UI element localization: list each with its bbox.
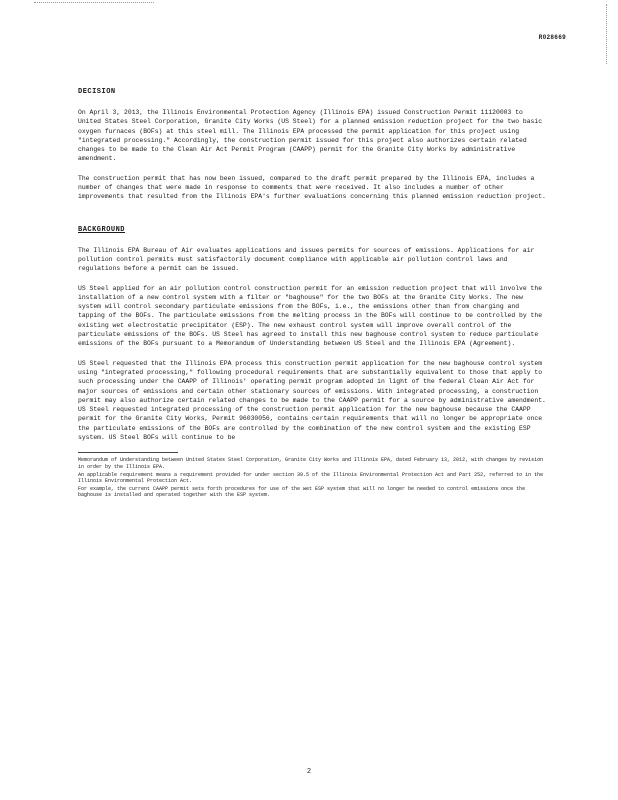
footnote-rule bbox=[78, 452, 178, 453]
decision-heading: DECISION bbox=[78, 88, 116, 96]
paragraph: The Illinois EPA Bureau of Air evaluates applications and issues permits for sources of emissions. Applications for air pollution control permits must satisfactorily document compliance with applicable air pollution control laws and regulations before a permit can be issued. bbox=[78, 246, 535, 273]
document-body bbox=[78, 88, 546, 500]
paragraph: On April 3, 2013, the Illinois Environmental Protection Agency (Illinois EPA) issued Construction Permit 11120003 to United States Steel Corporation, Granite City Works (US Steel) for a planned emission reduction project for the two basic oxygen furnaces (BOFs) at this steel mill. The Illinois EPA processed the permit application for this project using "integrated processing." Accordingly, the construction permit issued for this project also authorizes certain related changes to be made to the Clean Air Act Permit Program (CAAPP) permit for the Granite City Works by administrative amendment. bbox=[78, 109, 543, 163]
paragraph: The construction permit that has now been issued, compared to the draft permit prepared by the Illinois EPA, includes a number of changes that were made in response to comments that were received. It also includes a number of other improvements that resulted from the Illinois EPA's further evaluations concerning this planned emission reduction project. bbox=[78, 174, 546, 201]
footnotes bbox=[78, 457, 546, 499]
scan-mark bbox=[34, 2, 154, 4]
footnote: Memorandum of Understanding between United States Steel Corporation, Granite City Works and Illinois EPA, dated February 13, 2012, with changes by revision in order by the Illinois EPA. bbox=[78, 457, 544, 470]
paragraph: US Steel requested that the Illinois EPA process this construction permit application for the new baghouse control system using "integrated processing," following procedural requirements that are substantially equivalent to those that apply to such processing under the CAAPP of Illinois' operating permit program adopted in light of the federal Clean Air Act for major sources of emissions and certain other stationary sources of emissions. With integrated processing, a construction permit may also authorize certain related changes to be made to the CAAPP permit for a source by administrative amendment. US Steel requested integrated processing of the construction permit application for the new baghouse because the CAAPP permit for the Granite City Works, Permit 96030056, contains certain requirements that will no longer be appropriate once the particulate emissions of the BOFs are controlled by the combination of the new control system and the existing ESP system. US Steel BOFs will continue to be bbox=[78, 359, 546, 442]
footnote: For example, the current CAAPP permit sets forth procedures for use of the wet ESP system that will no longer be needed to control emissions once the baghouse is installed and operated together with the ESP system. bbox=[78, 485, 526, 499]
footnote: An applicable requirement means a requirement provided for under section 39.5 of the Illinois Environmental Protection Act and Part 252, referred to in the Illinois Environmental Protection Act. bbox=[78, 471, 544, 485]
paragraph: US Steel applied for an air pollution control construction permit for an emission reduction project that will involve the installation of a new control system with a filter or "baghouse" for the two BOFs at the Granite City Works. The new system will control secondary particulate emissions from the BOFs, i.e., the emissions other than from charging and tapping of the BOFs. The particulate emissions from the melting process in the BOFs will continue to be controlled by the existing wet electrostatic precipitator (ESP). The new exhaust control system will improve overall control of the particulate emissions of the BOFs. US Steel has agreed to install this new baghouse control system to reduce particulate emissions of the BOFs pursuant to a Memorandum of Understanding between US Steel and the Illinois EPA (Agreement). bbox=[78, 284, 543, 348]
document-id: R028669 bbox=[538, 34, 566, 41]
background-heading: BACKGROUND bbox=[78, 225, 126, 234]
page-number: 2 bbox=[306, 768, 312, 776]
scan-mark bbox=[606, 4, 608, 64]
